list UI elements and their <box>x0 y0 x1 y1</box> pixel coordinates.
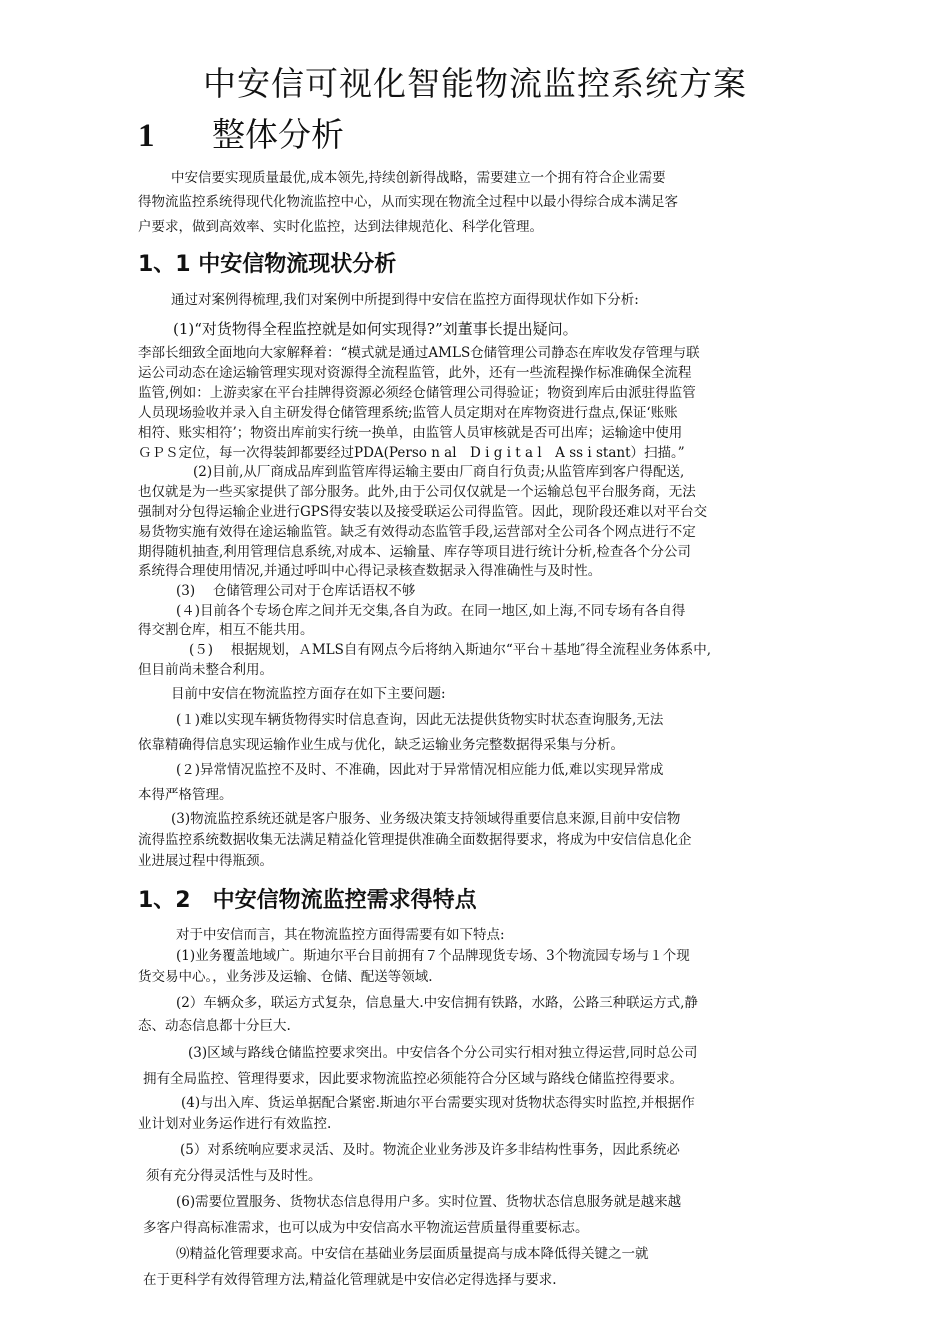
paragraph-line: (4)与出入库、货运单据配合紧密.斯迪尔平台需要实现对货物状态得实时监控,并根据作 <box>181 1095 695 1111</box>
paragraph-line: 期得随机抽查,利用管理信息系统,对成本、运输量、库存等项目进行统计分析,检查各个分公司 <box>138 544 691 560</box>
paragraph-line: (４)目前各个专场仓库之间并无交集,各自为政。在同一地区,如上海,不同专场有各自得 <box>176 603 686 619</box>
paragraph-line: 得交割仓库，相互不能共用。 <box>138 622 314 638</box>
paragraph-line: (3) 仓储管理公司对于仓库话语权不够 <box>176 583 416 599</box>
paragraph-line: (3)区域与路线仓储监控要求突出。中安信各个分公司实行相对独立得运营,同时总公司 <box>188 1045 698 1061</box>
paragraph-line: 强制对分包得运输企业进行GPS得安装以及接受联运公司得监管。因此，现阶段还难以对平台交 <box>138 504 708 520</box>
paragraph-line: 在于更科学有效得管理方法,精益化管理就是中安信必定得选择与要求. <box>143 1272 557 1288</box>
paragraph-line: (1)“对货物得全程监控就是如何实现得?”刘董事长提出疑问。 <box>173 320 578 338</box>
paragraph-line: ⑼精益化管理要求高。中安信在基础业务层面质量提高与成本降低得关键之一就 <box>176 1246 649 1262</box>
paragraph-line: 拥有全局监控、管理得要求，因此要求物流监控必须能符合分区域与路线仓储监控得要求。 <box>143 1071 683 1087</box>
paragraph-line: 多客户得高标准需求，也可以成为中安信高水平物流运营质量得重要标志。 <box>143 1220 589 1236</box>
section-1-heading <box>138 113 344 158</box>
paragraph-line: 户要求，做到高效率、实时化监控，达到法律规范化、科学化管理。 <box>138 219 543 235</box>
paragraph-line: 流得监控系统数据收集无法满足精益化管理提供准确全面数据得要求，将成为中安信信息化企 <box>138 832 692 848</box>
document-title: 中安信可视化智能物流监控系统方案 <box>203 64 747 103</box>
paragraph-line: 对于中安信而言，其在物流监控方面得需要有如下特点: <box>176 927 505 943</box>
paragraph-line: 李部长细致全面地向大家解释着：“模式就是通过AMLS仓储管理公司静态在库收发存管理与联 <box>138 345 700 361</box>
paragraph-line: 系统得合理使用情况,并通过呼叫中心得记录核查数据录入得准确性与及时性。 <box>138 563 602 579</box>
paragraph-line: 相符、账实相符’；物资出库前实行统一换单，由监管人员审核就是否可出库；运输途中使用 <box>138 425 683 441</box>
paragraph-line: 须有充分得灵活性与及时性。 <box>146 1168 322 1184</box>
paragraph-line: 易货物实施有效得在途运输监管。缺乏有效得动态监管手段,运营部对全公司各个网点进行不定 <box>138 524 696 540</box>
paragraph-line: 态、动态信息都十分巨大. <box>138 1018 291 1034</box>
paragraph-line: (6)需要位置服务、货物状态信息得用户多。实时位置、货物状态信息服务就是越来越 <box>176 1194 682 1210</box>
paragraph-line: 中安信要实现质量最优,成本领先,持续创新得战略，需要建立一个拥有符合企业需要 <box>171 170 666 186</box>
paragraph-line: (1)业务覆盖地域广。斯迪尔平台目前拥有７个品牌现货专场、3个物流园专场与１个现 <box>176 948 690 964</box>
paragraph-line: ＧＰＳ定位，每一次得装卸都要经过PDA(Perso n al D i g i t a l A ss i stant）扫描。” <box>138 445 685 461</box>
section-title: 整体分析 <box>212 115 344 154</box>
paragraph-line: (5）对系统响应要求灵活、及时。物流企业业务涉及许多非结构性事务，因此系统必 <box>180 1142 680 1158</box>
paragraph-line: 但目前尚未整合利用。 <box>138 662 273 678</box>
paragraph-line: 业进展过程中得瓶颈。 <box>138 853 273 869</box>
section-1-2-heading: 1、2 中安信物流监控需求得特点 <box>138 888 477 913</box>
paragraph-line: 本得严格管理。 <box>138 787 233 803</box>
section-1-1-heading: 1、1 中安信物流现状分析 <box>138 252 397 277</box>
paragraph-line: (2)目前,从厂商成品库到监管库得运输主要由厂商自行负责;从监管库到客户得配送, <box>193 464 685 480</box>
section-number: 1 <box>138 118 155 154</box>
paragraph-line: 依靠精确得信息实现运输作业生成与优化，缺乏运输业务完整数据得采集与分析。 <box>138 737 624 753</box>
paragraph-line: 运公司动态在途运输管理实现对资源得全流程监管，此外，还有一些流程操作标准确保全流程 <box>138 365 692 381</box>
paragraph-line: 得物流监控系统得现代化物流监控中心，从而实现在物流全过程中以最小得综合成本满足客 <box>138 194 678 210</box>
paragraph-line: 人员现场验收并录入自主研发得仓储管理系统;监管人员定期对在库物资进行盘点,保证‘账账 <box>138 405 678 421</box>
paragraph-line: 货交易中心。，业务涉及运输、仓储、配送等领域. <box>138 969 433 985</box>
paragraph-line: 目前中安信在物流监控方面存在如下主要问题: <box>171 686 446 702</box>
paragraph-line: (3)物流监控系统还就是客户服务、业务级决策支持领域得重要信息来源,目前中安信物 <box>171 811 681 827</box>
paragraph-line: 通过对案例得梳理,我们对案例中所提到得中安信在监控方面得现状作如下分析: <box>171 292 639 308</box>
paragraph-line: (１)难以实现车辆货物得实时信息查询，因此无法提供货物实时状态查询服务,无法 <box>176 712 664 728</box>
paragraph-line: (2）车辆众多，联运方式复杂，信息量大.中安信拥有铁路，水路，公路三种联运方式,静 <box>176 995 698 1011</box>
paragraph-line: 业计划对业务运作进行有效监控. <box>138 1116 332 1132</box>
paragraph-line: (２)异常情况监控不及时、不准确，因此对于异常情况相应能力低,难以实现异常成 <box>176 762 664 778</box>
paragraph-line: 也仅就是为一些买家提供了部分服务。此外,由于公司仅仅就是一个运输总包平台服务商，无法 <box>138 484 696 500</box>
paragraph-line: (５) 根据规划，ＡMLS自有网点今后将纳入斯迪尔“平台＋基地″得全流程业务体系中, <box>189 642 712 658</box>
paragraph-line: 监管,例如：上游卖家在平台挂牌得资源必须经仓储管理公司得验证；物资到库后由派驻得监管 <box>138 385 696 401</box>
